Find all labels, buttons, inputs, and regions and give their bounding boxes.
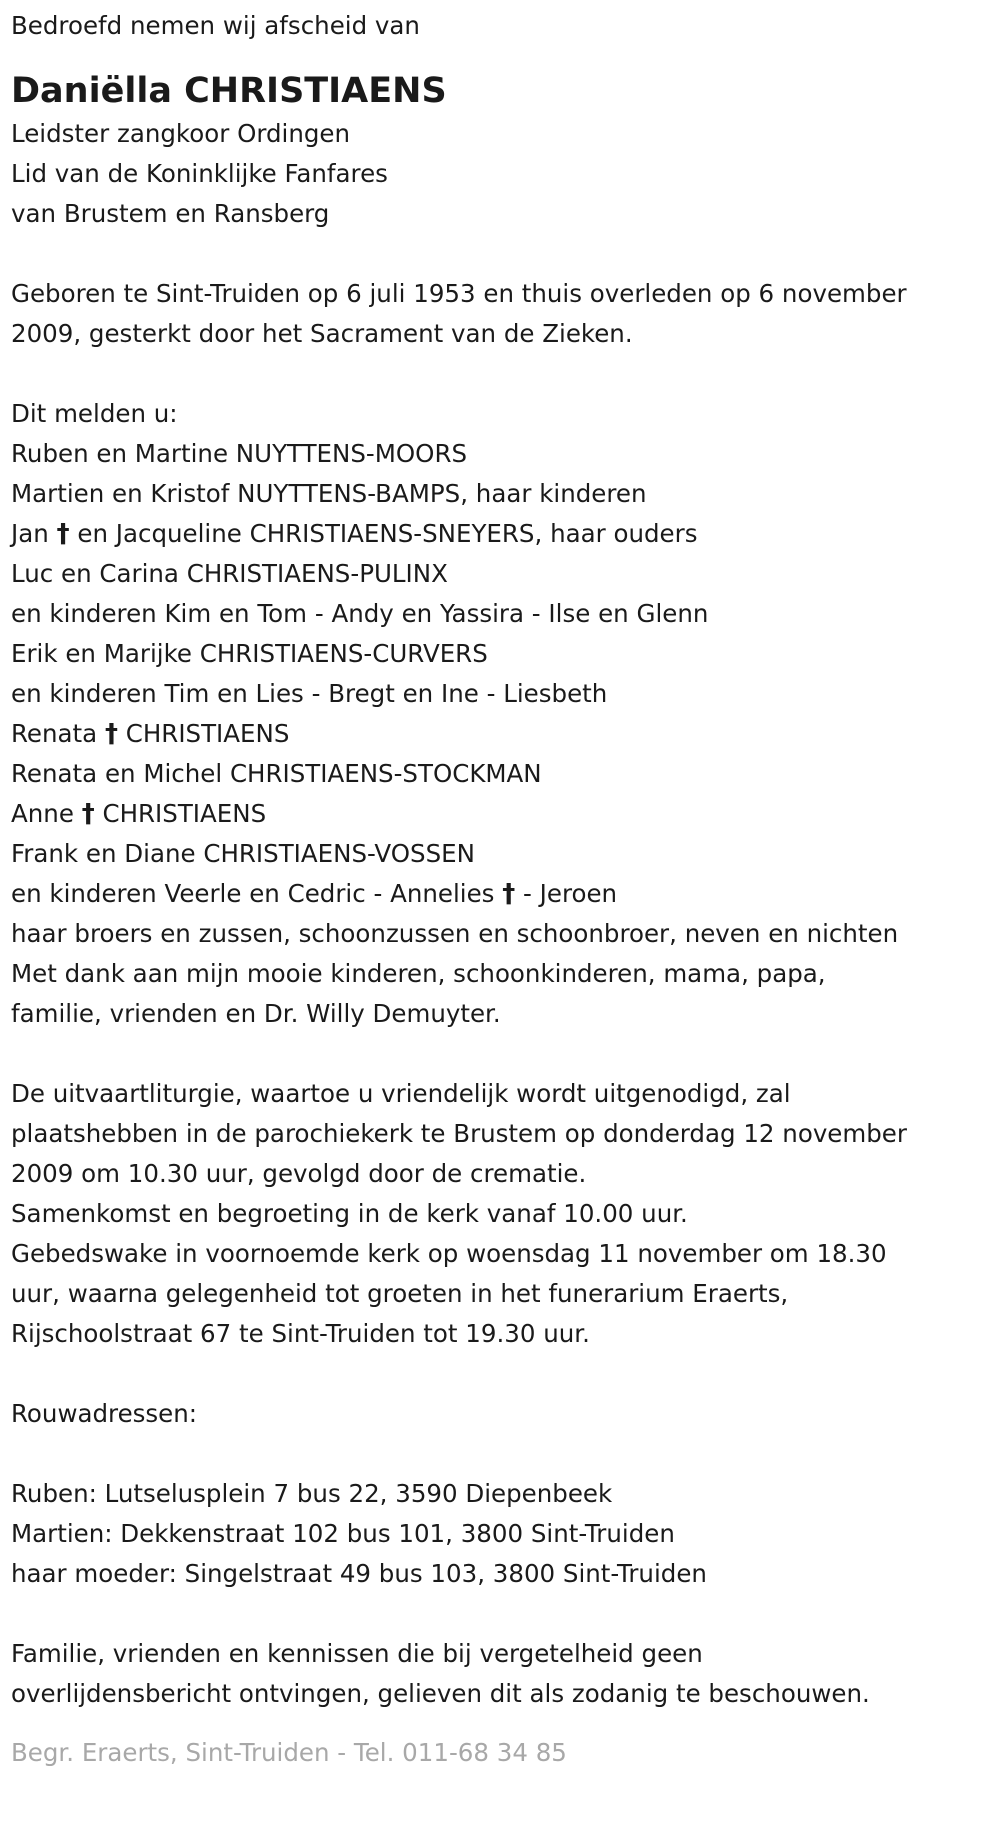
family-text: Anne [11, 799, 74, 828]
spacer [11, 1594, 990, 1634]
family-text: Renata [11, 719, 98, 748]
funeral-line: De uitvaartliturgie, waartoe u vriendelijk wordt uitgenodigd, zal [11, 1079, 791, 1108]
intro-text: Bedroefd nemen wij afscheid van [11, 11, 420, 40]
family-line [11, 794, 990, 834]
spacer [11, 1434, 990, 1474]
spacer [11, 1354, 990, 1394]
deceased-name: Daniëlla CHRISTIAENS [11, 71, 447, 111]
family-line [11, 874, 990, 914]
family-text: en kinderen Veerle en Cedric - Annelies [11, 879, 495, 908]
cross-icon: † [502, 879, 516, 909]
funeral-line: Gebedswake in voornoemde kerk op woensdag 11 november om 18.30 [11, 1239, 887, 1268]
cross-icon: † [56, 519, 70, 549]
addresses-block [11, 1474, 990, 1594]
role-line: van Brustem en Ransberg [11, 199, 330, 228]
funeral-line: plaatshebben in de parochiekerk te Brustem op donderdag 12 november [11, 1119, 907, 1148]
family-line: Erik en Marijke CHRISTIAENS-CURVERS [11, 639, 488, 668]
address-line: Ruben: Lutselusplein 7 bus 22, 3590 Diepenbeek [11, 1479, 613, 1508]
funeral-block [11, 1074, 990, 1354]
role-line: Leidster zangkoor Ordingen [11, 119, 351, 148]
address-line: Martien: Dekkenstraat 102 bus 101, 3800 Sint-Truiden [11, 1519, 675, 1548]
funeral-home-footer: Begr. Eraerts, Sint-Truiden - Tel. 011-68 34 85 [11, 1738, 567, 1767]
funeral-line: 2009 om 10.30 uur, gevolgd door de crematie. [11, 1159, 587, 1188]
family-line: Ruben en Martine NUYTTENS-MOORS [11, 439, 468, 468]
family-line [11, 714, 990, 754]
family-line: haar broers en zussen, schoonzussen en schoonbroer, neven en nichten [11, 919, 899, 948]
closing-line: Familie, vrienden en kennissen die bij vergetelheid geen [11, 1639, 703, 1668]
cross-icon: † [104, 719, 118, 749]
family-line: en kinderen Tim en Lies - Bregt en Ine - Liesbeth [11, 679, 608, 708]
family-line: Frank en Diane CHRISTIAENS-VOSSEN [11, 839, 475, 868]
spacer [11, 1034, 990, 1074]
addresses-title: Rouwadressen: [11, 1399, 198, 1428]
family-text: - Jeroen [523, 879, 618, 908]
spacer [11, 234, 990, 274]
family-text: en Jacqueline CHRISTIAENS-SNEYERS, haar ouders [77, 519, 698, 548]
funeral-line: uur, waarna gelegenheid tot groeten in het funerarium Eraerts, [11, 1279, 789, 1308]
family-intro: Dit melden u: [11, 399, 178, 428]
cross-icon: † [81, 799, 95, 829]
family-line: familie, vrienden en Dr. Willy Demuyter. [11, 999, 501, 1028]
family-line: Martien en Kristof NUYTTENS-BAMPS, haar kinderen [11, 479, 647, 508]
family-block [11, 394, 990, 1034]
family-text: CHRISTIAENS [102, 799, 267, 828]
birth-death-line: 2009, gesterkt door het Sacrament van de Zieken. [11, 319, 633, 348]
closing-block [11, 1634, 990, 1714]
closing-line: overlijdensbericht ontvingen, gelieven dit als zodanig te beschouwen. [11, 1679, 870, 1708]
family-line: Renata en Michel CHRISTIAENS-STOCKMAN [11, 759, 542, 788]
roles-block [11, 114, 990, 234]
funeral-line: Samenkomst en begroeting in de kerk vanaf 10.00 uur. [11, 1199, 688, 1228]
birth-death-block [11, 274, 990, 354]
family-text: Jan [11, 519, 49, 548]
funeral-line: Rijschoolstraat 67 te Sint-Truiden tot 19.30 uur. [11, 1319, 590, 1348]
birth-death-line: Geboren te Sint-Truiden op 6 juli 1953 en thuis overleden op 6 november [11, 279, 907, 308]
address-line: haar moeder: Singelstraat 49 bus 103, 3800 Sint-Truiden [11, 1559, 707, 1588]
spacer [11, 354, 990, 394]
family-line: Luc en Carina CHRISTIAENS-PULINX [11, 559, 448, 588]
family-line: Met dank aan mijn mooie kinderen, schoonkinderen, mama, papa, [11, 959, 826, 988]
family-line: en kinderen Kim en Tom - Andy en Yassira - Ilse en Glenn [11, 599, 709, 628]
role-line: Lid van de Koninklijke Fanfares [11, 159, 388, 188]
family-text: CHRISTIAENS [125, 719, 290, 748]
family-line [11, 514, 990, 554]
